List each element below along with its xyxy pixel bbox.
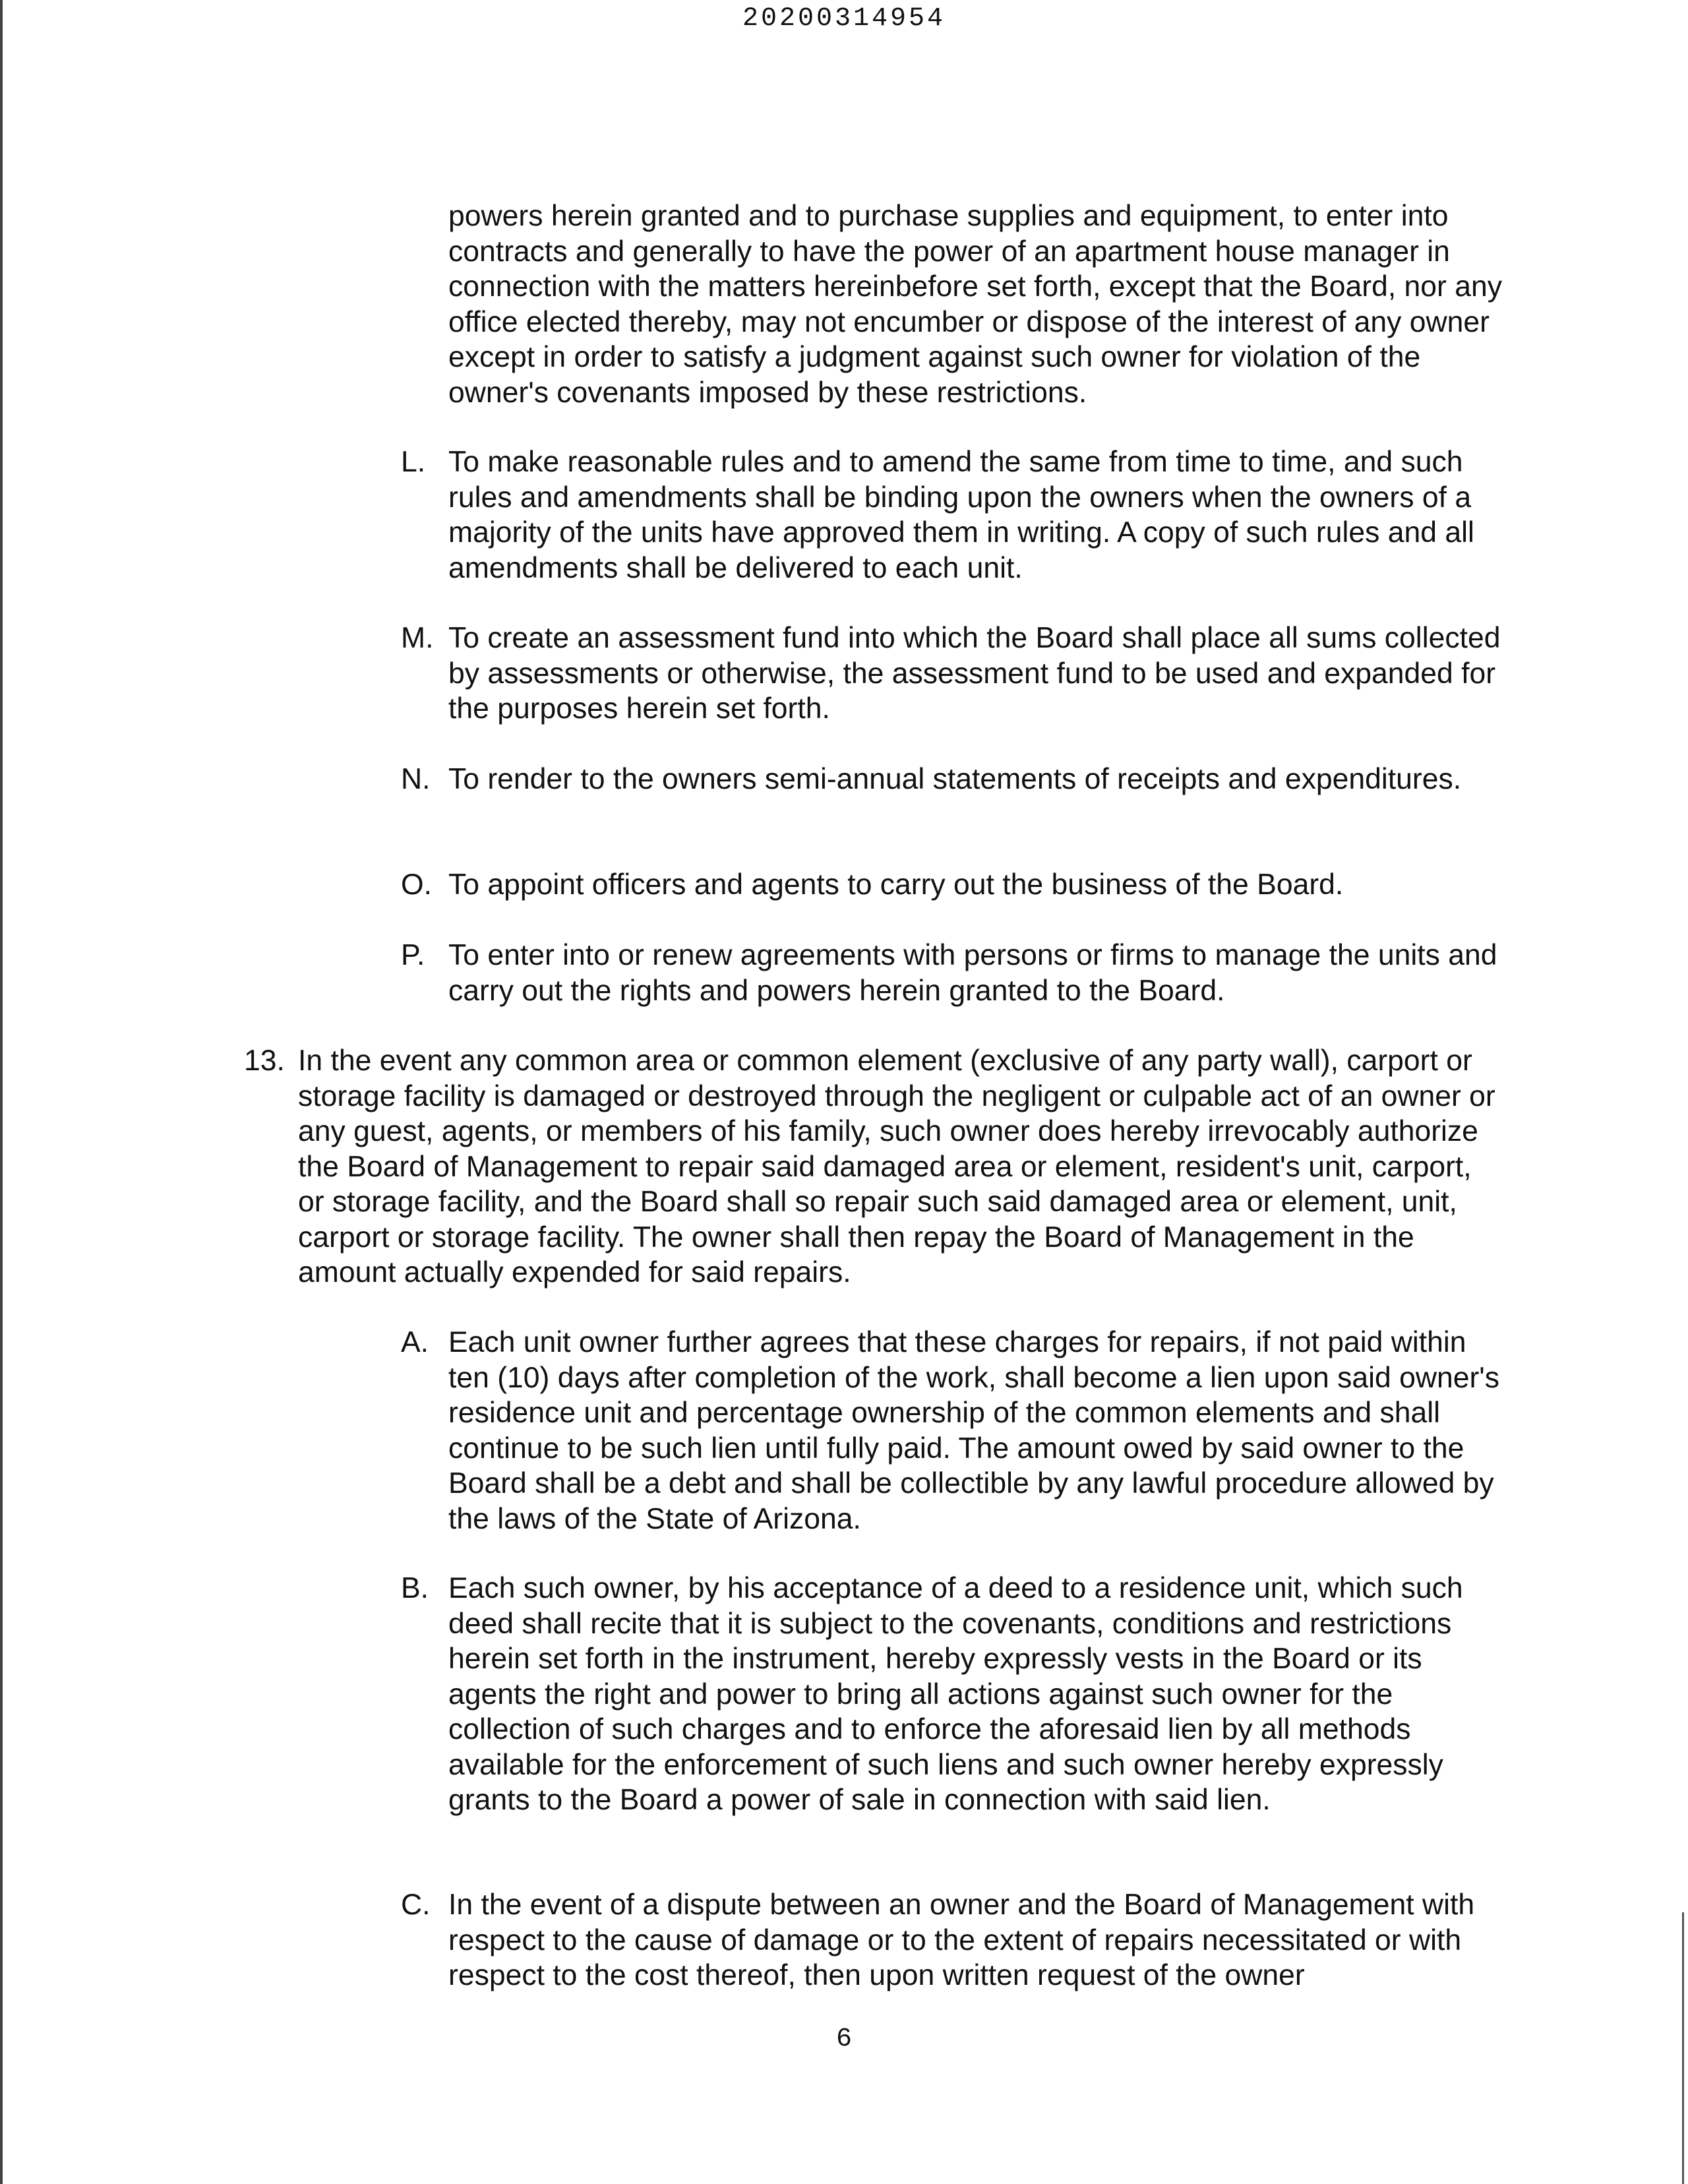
list-item-text: Each such owner, by his acceptance of a deed to a residence unit, which such deed shall recite that it is subject to the covenants, conditions and restrictions herein set forth in the instrument, hereby expressly vests in the Board or its agents the right and power to bring all actions against such owner for the collection of such charges and to enforce the aforesaid lien by all methods available for the enforcement of such liens and such owner hereby expressly grants to the Board a power of sale in connection with said lien. — [448, 1572, 1463, 1816]
document-number: 20200314954 — [742, 4, 946, 34]
list-item-text: To appoint officers and agents to carry out the business of the Board. — [448, 868, 1344, 901]
page-number: 6 — [835, 2024, 852, 2054]
list-marker: M. — [401, 622, 434, 654]
continuation-paragraph — [448, 198, 1503, 410]
list-marker: A. — [401, 1326, 429, 1358]
continuation-text: powers herein granted and to purchase supplies and equipment, to enter into contracts and generally to have the power of an apartment house manager in connection with the matters hereinbefore set forth, except that the Board, nor any office elected thereby, may not encumber or dispose of the interest of any owner except in order to satisfy a judgment against such owner for violation of the owner's covenants imposed by these restrictions. — [448, 200, 1502, 409]
paragraph-text: In the event any common area or common element (exclusive of any party wall), carport or storage facility is damaged or destroyed through the negligent or culpable act of an owner or any guest, agents, or members of his family, such owner does hereby irrevocably authorize the Board of Management to repair said damaged area or element, resident's unit, carport, or storage facility, and the Board shall so repair such said damaged area or element, unit, carport or storage facility. The owner shall then repay the Board of Management in the amount actually expended for said repairs. — [298, 1045, 1495, 1289]
list-item-text: To create an assessment fund into which the Board shall place all sums collected by assessments or otherwise, the assessment fund to be used and expanded for the purposes herein set forth. — [448, 622, 1501, 725]
scan-edge-left — [0, 0, 3, 2184]
list-marker: P. — [401, 939, 425, 971]
list-item-text: To render to the owners semi-annual statements of receipts and expenditures. — [448, 763, 1462, 795]
list-item-text: In the event of a dispute between an owner and the Board of Management with respect to the cause of damage or to the extent of repairs necessitated or with respect to the cost thereof, then upon written request of the owner — [448, 1889, 1475, 1991]
list-marker: O. — [401, 868, 432, 901]
paragraph-number: 13. — [244, 1045, 285, 1077]
list-marker: C. — [401, 1889, 431, 1921]
list-marker: L. — [401, 446, 426, 478]
list-item-text: Each unit owner further agrees that these charges for repairs, if not paid within ten (10) days after completion of the work, shall become a lien upon said owner's residence unit and percentage ownership of the common elements and shall continue to be such lien until fully paid. The amount owed by said owner to the Board shall be a debt and shall be collectible by any lawful procedure allowed by the laws of the State of Arizona. — [448, 1326, 1500, 1535]
list-marker: B. — [401, 1572, 429, 1604]
list-item-text: To make reasonable rules and to amend the same from time to time, and such rules and amendments shall be binding upon the owners when the owners of a majority of the units have approved them in writing. A copy of such rules and all amendments shall be delivered to each unit. — [448, 446, 1474, 584]
list-marker: N. — [401, 763, 431, 795]
list-item-text: To enter into or renew agreements with persons or firms to manage the units and carry out the rights and powers herein granted to the Board. — [448, 939, 1497, 1007]
